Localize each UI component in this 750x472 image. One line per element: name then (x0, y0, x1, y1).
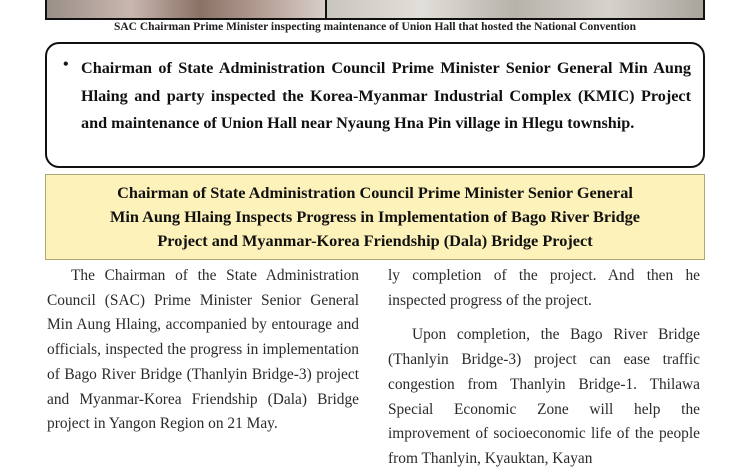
article-paragraph: The Chairman of the State Administration Council (SAC) Prime Minister Senior General Min Aung Hlaing, accompanied by entourage and officials, inspected the progress in implementation of Bago River Bridge (Thanlyin Bridge-3) project and Myanmar-Korea Friendship (Dala) Bridge project in Yangon Region on 21 May. (47, 267, 359, 433)
article-headline (110, 181, 640, 253)
photo-chairman-inspecting (47, 0, 327, 18)
article-column-left (47, 264, 359, 437)
article-paragraph-continued: ly completion of the project. And then he inspected progress of the project. (388, 267, 700, 309)
bullet-icon: • (63, 56, 69, 73)
headline-line-1: Chairman of State Administration Council Prime Minister Senior General (117, 183, 633, 202)
photo-union-hall (327, 0, 703, 18)
headline-line-3: Project and Myanmar-Korea Friendship (Dala) Bridge Project (157, 231, 593, 250)
article-column-right (388, 264, 700, 472)
photo-strip (45, 0, 705, 20)
photo-caption: SAC Chairman Prime Minister inspecting maintenance of Union Hall that hosted the National Convention (113, 21, 637, 33)
summary-text: Chairman of State Administration Council Prime Minister Senior General Min Aung Hlaing and party inspected the Korea-Myanmar Industrial Complex (KMIC) Project and maintenance of Union Hall near Nyaung Hna Pin village in Hlegu township. (81, 59, 691, 132)
article-paragraph: Upon completion, the Bago River Bridge (Thanlyin Bridge-3) project can ease traffic congestion from Thanlyin Bridge-1. Thilawa Special Economic Zone will help the improvement of socioeconomic life of the people from Thanlyin, Kyauktan, Kayan (388, 326, 700, 467)
headline-box (45, 174, 705, 260)
summary-box (45, 42, 705, 168)
headline-line-2: Min Aung Hlaing Inspects Progress in Implementation of Bago River Bridge (109, 207, 641, 226)
